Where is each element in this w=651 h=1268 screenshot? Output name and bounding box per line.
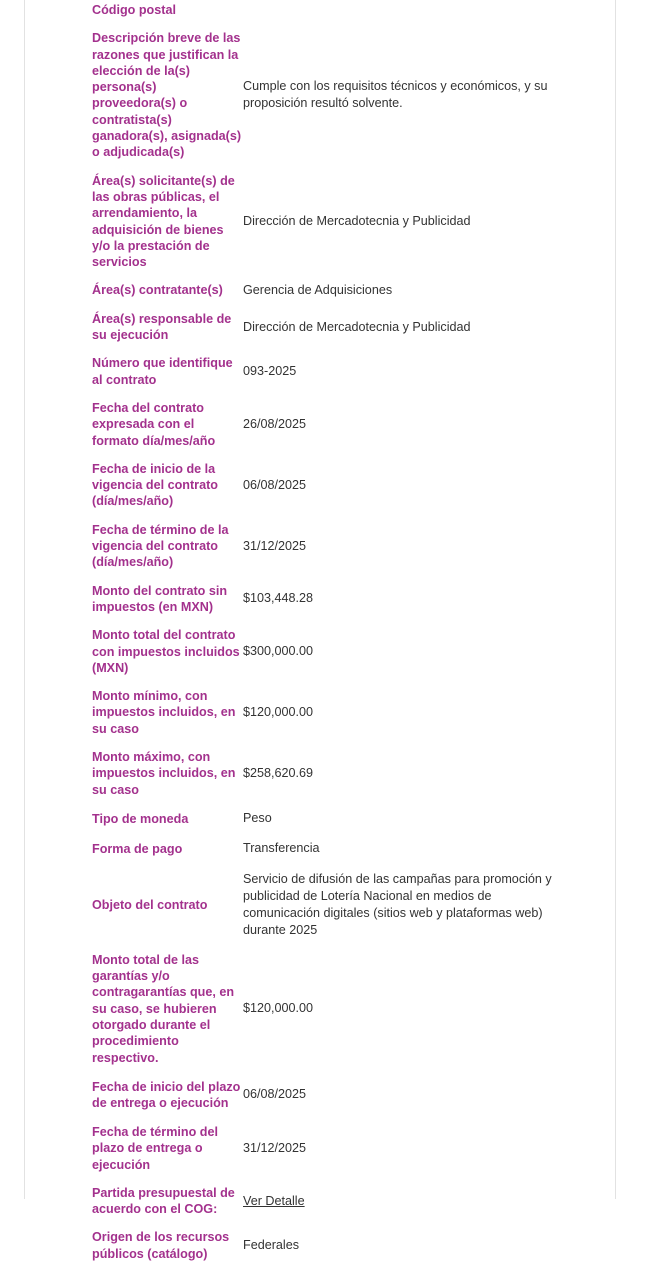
row-value-amount-no-tax: $103,448.28: [243, 591, 314, 606]
row-value-justification: Cumple con los requisitos técnicos y económicos, y su proposición resultó solvente.: [243, 79, 548, 111]
table-row: [92, 0, 562, 24]
table-row: [92, 1118, 562, 1179]
row-value-amount-with-tax: $300,000.00: [243, 644, 314, 659]
table-row: [92, 516, 562, 577]
table-row: [92, 864, 562, 946]
row-label-validity-end: Fecha de término de la vigencia del contrato (día/mes/año): [92, 522, 229, 570]
row-label-resource-origin: Origen de los recursos públicos (catálogo): [92, 1230, 230, 1261]
row-value-responsible-area: Dirección de Mercadotecnia y Publicidad: [243, 319, 471, 334]
table-row: [92, 577, 562, 622]
row-value-requesting-area: Dirección de Mercadotecnia y Publicidad: [243, 214, 471, 229]
row-label-contract-number: Número que identifique al contrato: [92, 356, 233, 387]
row-value-delivery-start: 06/08/2025: [243, 1087, 307, 1102]
row-value-budget-item: [243, 1179, 562, 1224]
table-row: [92, 946, 562, 1072]
row-label-contract-date: Fecha del contrato expresada con el formato día/mes/año: [92, 400, 216, 448]
row-label-budget-item: Partida presupuestal de acuerdo con el COG:: [92, 1185, 235, 1217]
row-value-contract-number: 093-2025: [243, 364, 297, 379]
row-label-requesting-area: Área(s) solicitante(s) de las obras públicas, el arrendamiento, la adquisición de bienes y/o la prestación de servicios: [92, 173, 235, 270]
row-label-max-amount: Monto máximo, con impuestos incluidos, en su caso: [92, 749, 236, 797]
table-row: [92, 621, 562, 682]
row-value-validity-end: 31/12/2025: [243, 538, 307, 553]
row-label-min-amount: Monto mínimo, con impuestos incluidos, en su caso: [92, 689, 236, 736]
row-label-delivery-start: Fecha de inicio del plazo de entrega o ejecución: [92, 1079, 241, 1110]
table-row: [92, 24, 562, 166]
row-value-payment-method: Transferencia: [243, 841, 320, 856]
table-row: [92, 394, 562, 455]
row-label-contract-object: Objeto del contrato: [92, 897, 208, 912]
row-value-postal-code: [243, 0, 562, 24]
table-row: [92, 455, 562, 516]
row-label-payment-method: Forma de pago: [92, 841, 183, 856]
row-value-validity-start: 06/08/2025: [243, 477, 307, 492]
table-row: [92, 1072, 562, 1118]
row-label-amount-with-tax: Monto total del contrato con impuestos incluidos (MXN): [92, 628, 240, 675]
table-row: [92, 743, 562, 804]
row-value-contract-date: 26/08/2025: [243, 416, 307, 431]
table-row: [92, 1223, 562, 1268]
row-label-guarantees: Monto total de las garantías y/o contragarantías que, en su caso, se hubieren otorgado durante el procedimiento respectivo.: [92, 952, 235, 1065]
table-row: [92, 167, 562, 277]
row-label-justification: Descripción breve de las razones que justifican la elección de la(s) persona(s) proveedora(s) o contratista(s) ganadora(s), asignada(s) o adjudicada(s): [92, 31, 242, 160]
row-label-contracting-area: Área(s) contratante(s): [92, 283, 223, 298]
row-value-resource-origin: Federales: [243, 1238, 300, 1253]
row-value-guarantees: $120,000.00: [243, 1001, 314, 1016]
row-value-max-amount: $258,620.69: [243, 765, 314, 780]
row-value-currency: Peso: [243, 811, 272, 826]
row-label-responsible-area: Área(s) responsable de su ejecución: [92, 311, 232, 343]
table-row: [92, 276, 562, 304]
row-label-currency: Tipo de moneda: [92, 811, 189, 826]
row-label-validity-start: Fecha de inicio de la vigencia del contrato (día/mes/año): [92, 461, 218, 509]
row-label-postal-code: Código postal: [92, 3, 176, 17]
table-row: [92, 349, 562, 394]
row-value-contract-object: Servicio de difusión de las campañas para promoción y publicidad de Lotería Nacional en medios de comunicación digitales (sitios web y plataformas web) durante 2025: [243, 871, 552, 937]
table-row: [92, 1179, 562, 1224]
table-row: [92, 804, 562, 834]
row-value-delivery-end: 31/12/2025: [243, 1140, 307, 1155]
table-row: [92, 682, 562, 743]
row-label-delivery-end: Fecha de término del plazo de entrega o ejecución: [92, 1124, 218, 1172]
row-value-min-amount: $120,000.00: [243, 705, 314, 720]
table-row: [92, 305, 562, 350]
contract-details-table: [92, 0, 562, 1268]
table-row: [92, 834, 562, 864]
row-value-contracting-area: Gerencia de Adquisiciones: [243, 283, 393, 298]
ver-detalle-link[interactable]: Ver Detalle: [243, 1193, 305, 1208]
row-label-amount-no-tax: Monto del contrato sin impuestos (en MXN): [92, 583, 228, 614]
